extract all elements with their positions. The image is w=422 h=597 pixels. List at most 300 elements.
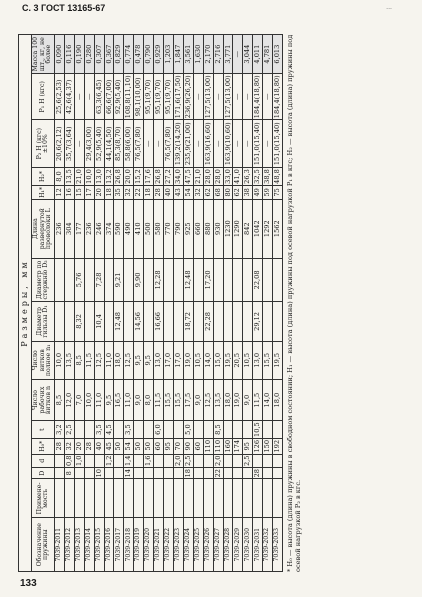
table-row [223,35,233,572]
table-cell: 18,0 [273,379,283,420]
table-cell: — [74,74,84,120]
table-cell [223,479,233,518]
table-cell [193,421,203,439]
table-cell [263,302,273,341]
table-cell: 0,116 [64,35,74,74]
header-stamp: ... [386,4,392,11]
table-cell: 76,5(7,80) [134,120,144,168]
table-cell [104,302,114,341]
table-cell: 26,3 [243,169,252,184]
table-row [203,35,213,572]
spring-designation-cell: 7039-2026 [203,518,213,572]
table-cell: 8,5 [213,421,223,439]
table-cell [54,302,64,341]
table-cell: 13,0 [94,169,103,184]
table-cell: 75 [273,185,283,199]
table-cell: 40 [94,438,104,454]
table-cell: 4,011 [253,35,263,74]
table-cell [144,258,154,302]
table-cell: 177 [74,199,84,258]
table-cell: 108,8(11,10) [124,75,133,119]
table-cell [203,454,213,468]
table-cell [223,421,233,439]
table-cell [233,421,243,439]
table-row [124,35,134,572]
table-cell: 9,90 [134,258,144,302]
table-row [253,35,263,572]
footnote-1: * H₀ — высота (длина) пружины в свободном состоянии; H₁ — высота (длина) пружины под осевой нагрузкой P₁ в кгс; H₂ — высота (длина) пружины под осевой нагрузкой P₂ в кгс. [286,34,303,572]
table-cell [233,302,243,341]
table-cell: 28 [154,185,164,199]
table-cell: 38,8 [263,169,272,184]
table-cell: 3,561 [183,35,193,74]
table-cell: 2,5 [64,421,74,439]
table-row [173,35,183,572]
table-cell: 10,0 [84,169,93,184]
table-row [233,35,243,572]
table-row [213,35,223,572]
table-cell [114,468,124,479]
table-cell: 0,190 [74,35,84,74]
table-cell: 2,0 [213,455,222,467]
table-cell: 85,3(8,70) [114,120,124,168]
table-cell: 95,1(9,70) [164,74,174,120]
table-cell: 139,2(14,20) [173,120,183,168]
table-cell: 14 [124,469,133,478]
table-cell [223,468,233,479]
table-cell: 1562 [273,199,283,258]
table-cell: 58,8(6,00) [124,120,134,168]
table-cell: 1,0 [74,455,83,467]
table-cell: 490 [124,199,134,258]
table-cell: 32 [124,185,134,199]
table-cell: 8,32 [74,302,84,341]
table-row [94,35,104,572]
table-cell: — [213,74,223,120]
spring-designation-cell: 7039-2016 [104,518,114,572]
table-cell [213,479,223,518]
table-cell: 19,5 [223,341,233,379]
table-cell: 16 [64,185,74,199]
table-cell [263,468,273,479]
table-cell: — [243,120,253,168]
table-cell: 92,9(5,40) [114,74,124,120]
table-cell: 20 [94,185,104,199]
table-cell: 35,7(3,64) [64,120,74,168]
table-cell: 10,5 [243,341,253,379]
table-cell: 19,0 [183,341,193,379]
table-cell: 151,0(15,40) [273,120,283,168]
table-cell [84,421,94,439]
spring-designation-cell: 7039-2031 [253,518,263,572]
table-cell: 127,5(13,00) [203,75,212,119]
table-cell: 17,5 [183,379,193,420]
spring-designation-cell: 7039-2033 [273,518,283,572]
spring-designation-cell: 7039-2018 [124,518,134,572]
table-cell [84,479,94,518]
table-cell: 0,367 [104,35,114,74]
table-cell: 3,771 [223,35,233,74]
table-cell: 17,6 [144,169,153,184]
table-cell: 25,6(2,53) [54,74,64,120]
table-cell: 16,5 [114,379,124,420]
table-row [74,35,84,572]
table-cell [173,421,183,439]
table-cell: 3,2 [54,421,64,439]
table-cell: 0,478 [134,35,144,74]
table-cell: 163,9(10,60) [223,120,233,168]
table-cell [154,479,164,518]
table-cell: 2,5 [243,455,252,467]
table-cell: 2,0 [173,455,182,467]
table-cell [114,479,124,518]
table-cell [263,421,273,439]
table-cell: 22,08 [253,258,263,302]
table-cell: 790 [173,199,183,258]
table-cell [94,479,104,518]
table-cell: — [213,120,223,168]
table-cell: 13,0 [253,341,263,379]
table-cell: 11,0 [94,379,104,420]
table-cell: 3,044 [243,35,253,74]
table-cell: 0,8 [64,455,73,467]
table-cell: 20,5 [233,341,243,379]
table-cell: 8,5 [54,379,64,420]
table-cell: 304 [64,199,74,258]
table-cell: 580 [154,199,164,258]
table-cell [84,258,94,302]
table-cell: — [263,120,273,168]
table-cell [54,258,64,302]
table-cell: 12,5 [124,341,134,379]
table-cell: 3,5 [124,421,134,439]
table-cell: 20 [74,438,84,454]
table-row [54,35,64,572]
table-cell: 17 [84,185,94,199]
table-cell: 7,0 [74,379,84,420]
table-cell [253,454,263,468]
table-cell: 9,0 [193,379,203,420]
table-row [193,35,203,572]
table-cell: 236,9(26,20) [183,75,192,119]
spring-designation-cell: 7039-2030 [243,518,253,572]
table-cell: 54 [183,185,193,199]
table-cell [173,258,183,302]
table-cell: 1,847 [173,35,183,74]
table-cell: 66,6(7,00) [104,74,114,120]
table-cell: 770 [164,199,174,258]
column-header: Число рабочих витков n [32,379,55,420]
table-cell [273,421,283,439]
table-cell: 1230 [223,199,233,258]
table-cell: 9,5 [104,379,114,420]
table-cell [233,454,243,468]
table-cell [213,258,223,302]
table-cell: 0,790 [144,35,154,74]
table-cell: 8,0 [54,168,64,186]
table-cell [134,454,144,468]
table-cell: 184,4(18,80) [253,75,262,119]
spring-designation-cell: 7039-2013 [74,518,84,572]
table-cell [273,258,283,302]
table-cell: 27,2 [164,169,173,184]
table-cell: 35 [114,185,124,199]
spring-designation-cell: 7039-2022 [164,518,174,572]
table-cell: 62 [203,185,213,199]
table-cell [193,468,203,479]
table-cell [203,421,213,439]
table-cell: 43 [173,185,183,199]
table-cell: 18 [104,185,114,199]
table-cell: 18,0 [223,379,233,420]
table-row [104,35,114,572]
table-row [183,35,193,572]
table-cell: 12,0 [64,379,74,420]
table-cell: 1,2 [104,455,113,467]
spring-designation-cell: 7039-2015 [94,518,104,572]
table-cell: 12,5 [203,379,213,420]
table-cell [243,468,253,479]
column-header: H₀* [32,438,55,454]
table-cell: 10,0 [54,341,64,379]
table-cell: 50 [144,438,154,454]
table-cell [243,258,253,302]
table-cell [64,479,74,518]
table-cell: 18 [144,185,154,199]
table-cell: 235,9(21,00) [183,120,193,168]
table-row [134,35,144,572]
table-cell [273,468,283,479]
table-cell: 1,4 [124,455,133,467]
table-cell: 6,0 [154,421,164,439]
table-cell: 7,28 [94,258,104,302]
table-cell [144,421,154,439]
table-cell [64,302,74,341]
table-cell [164,421,174,439]
spring-designation-cell: 7039-2024 [183,518,193,572]
table-cell [173,479,183,518]
table-cell: 28,0 [203,169,212,184]
table-cell: 410 [134,199,144,258]
table-cell: 14,0 [263,379,273,420]
table-cell: 45 [104,438,114,454]
table-cell [243,479,253,518]
table-cell: 20,0 [124,169,133,184]
table-cell: 11,5 [84,341,94,379]
spring-designation-cell: 7039-2027 [213,518,223,572]
table-cell [173,302,183,341]
table-cell: 11,0 [124,379,134,420]
table-cell: 32 [64,438,74,454]
table-cell: 160 [223,439,232,453]
table-cell: 3,5 [94,421,104,439]
table-cell [263,479,273,518]
table-cell: 0,929 [154,35,164,74]
table-cell: 14,0 [203,341,213,379]
table-cell: 151,0(15,40) [253,120,263,168]
table-cell [164,454,174,468]
table-cell: 374 [104,199,114,258]
spring-designation-cell: 7039-2021 [154,518,164,572]
table-cell: 34,0 [173,169,182,184]
table-cell: 63,3(6,45) [94,74,104,120]
table-cell: 12,5 [94,341,104,379]
table-cell: 14,56 [134,302,144,341]
table-cell: 95,1(9,70) [154,74,164,120]
table-cell: 2,170 [203,35,213,74]
table-cell [134,479,144,518]
table-cell [223,258,233,302]
table-cell: 95 [243,438,253,454]
table-cell: 50 [114,438,124,454]
table-cell [124,258,134,302]
table-cell [154,468,164,479]
column-header: P₁ Н (кгс) [32,74,55,120]
table-cell: 38 [243,185,253,199]
column-header: Масса 100 шт., кг, не более [32,35,55,74]
table-cell: 50 [134,438,144,454]
table-cell: — [193,120,203,168]
table-cell: 21,0 [193,169,202,184]
table-row [114,35,124,572]
spring-designation-cell: 7039-2017 [114,518,124,572]
table-cell: 12,48 [114,302,124,341]
table-cell: 163,9(16,60) [203,120,213,168]
column-header: t [32,421,55,439]
table-cell: 930 [213,199,223,258]
table-cell: 19,5 [273,341,283,379]
table-cell: 0,090 [54,35,64,74]
table-cell: 174 [233,439,242,453]
table-cell: 33,0 [223,169,232,184]
table-cell [84,468,94,479]
table-cell: 59 [263,185,273,199]
column-header: Число витков полное n₁ [32,341,55,379]
table-cell [114,421,124,439]
table-cell: 48,8 [273,169,282,184]
column-header: Диаметр гильзы D₁ [32,302,55,341]
table-cell: — [74,120,84,168]
table-cell: 10,5 [193,341,203,379]
table-cell: 95,1(9,70) [144,74,154,120]
table-cell: 22,28 [203,302,213,341]
table-cell [134,468,144,479]
spring-designation-cell: 7039-2032 [263,518,273,572]
table-cell: 62 [233,185,243,199]
table-cell: 16,66 [154,302,164,341]
table-cell: 11,5 [253,379,263,420]
table-cell [144,468,154,479]
table-cell: 17,0 [164,341,174,379]
table-row [273,35,283,572]
table-cell: 11,0 [104,341,114,379]
table-cell: 9,21 [114,258,124,302]
spring-designation-cell: 7039-2019 [134,518,144,572]
table-cell: 9,0 [243,379,253,420]
table-cell: 4,5 [104,421,114,439]
table-cell [203,479,213,518]
table-cell: 500 [144,199,154,258]
table-cell [74,468,84,479]
table-cell [213,302,223,341]
table-cell [94,454,104,468]
rotated-content [18,16,404,572]
table-cell [193,479,203,518]
column-header: H₂* [32,168,55,186]
table-cell: 68 [213,185,223,199]
table-cell [243,302,253,341]
table-cell [154,454,164,468]
table-cell: 15 [74,185,84,199]
table-cell: 17,20 [203,258,213,302]
table-cell [233,468,243,479]
column-header: d [32,454,55,468]
table-row [64,35,74,572]
table-cell: 60 [193,438,203,454]
table-cell: 15,5 [263,341,273,379]
table-cell: 8,0 [144,379,154,420]
table-row [154,35,164,572]
table-cell: 0,280 [84,35,94,74]
table-cell: 2,5 [183,455,192,467]
spring-designation-cell: 7039-2028 [223,518,233,572]
table-cell: 80 [223,185,233,199]
table-cell: 70 [173,438,183,454]
table-cell: 15,5 [164,379,174,420]
table-cell: — [193,74,203,120]
table-cell [144,302,154,341]
table-cell [203,468,213,479]
table-cell: 15,2 [134,169,143,184]
table-cell: 660 [193,199,203,258]
table-cell [74,421,84,439]
table-row [164,35,174,572]
table-cell: 13,2 [104,169,113,184]
table-cell: 0,307 [94,35,104,74]
table-cell [104,479,114,518]
table-cell: 32,5 [253,169,262,184]
table-cell: 49 [253,185,263,199]
table-cell: 28 [54,438,64,454]
table-cell: 15,0 [213,341,223,379]
table-cell: — [144,120,154,168]
table-cell: 13,0 [154,341,164,379]
table-row [263,35,273,572]
table-title: Размеры, мм [19,35,32,572]
page-number: 133 [20,578,37,589]
table-cell: 590 [114,199,124,258]
spring-designation-cell: 7039-2025 [193,518,203,572]
table-cell [164,258,174,302]
spring-designation-cell: 7039-2014 [84,518,94,572]
table-cell: 52,9(5,40) [94,120,104,168]
table-cell: 28 [253,469,262,478]
table-cell: 10,5 [253,422,262,437]
table-cell: 1290 [233,199,243,258]
table-cell: — [233,74,243,120]
table-cell: 246 [94,199,104,258]
spring-designation-cell: 7039-2029 [233,518,243,572]
table-cell: 236 [84,199,94,258]
table-cell [273,302,283,341]
table-body [54,35,282,572]
table-cell: 90 [183,438,193,454]
table-cell: 925 [183,199,193,258]
column-header: H₁* [32,185,55,199]
table-cell: 15,5 [173,379,183,420]
column-header: D [32,468,55,479]
table-cell [124,302,134,341]
